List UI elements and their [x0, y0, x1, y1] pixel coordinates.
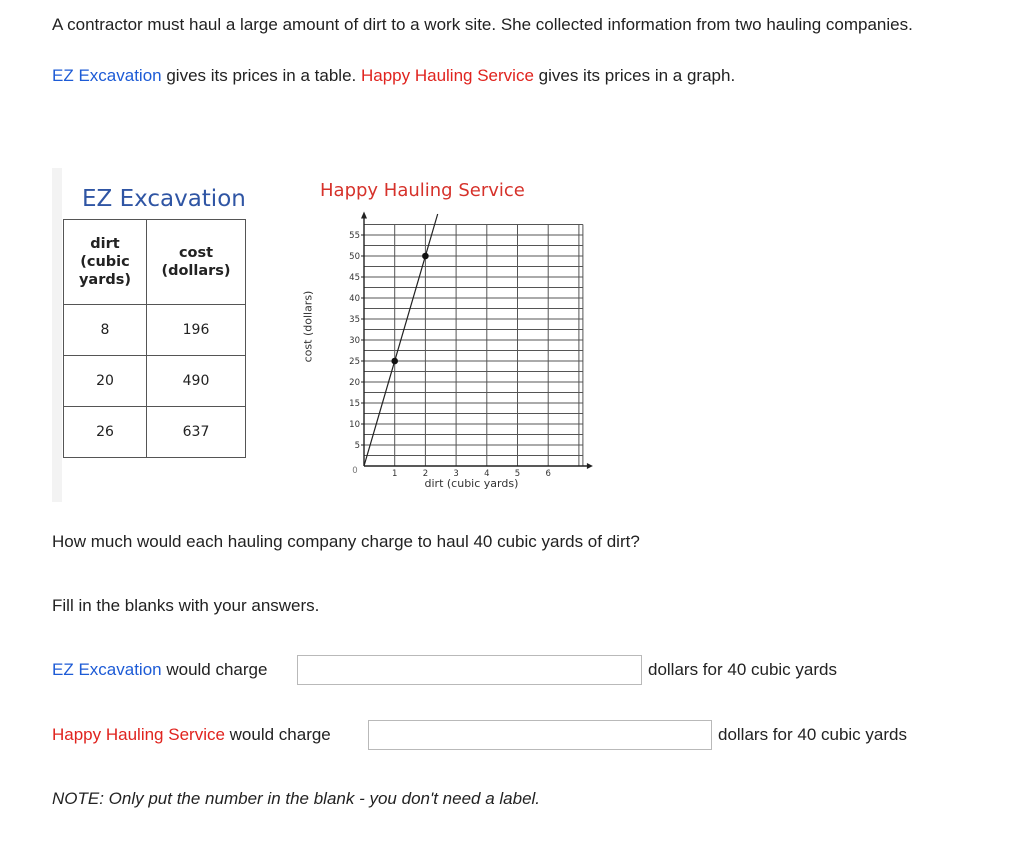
pricing-figure	[52, 168, 551, 502]
chart-y-axis-label: cost (dollars)	[301, 290, 315, 363]
table-cell-dirt: 20	[64, 356, 147, 407]
x-axis-arrow	[587, 463, 593, 469]
question-text: How much would each hauling company charge to haul 40 cubic yards of dirt?	[52, 532, 640, 551]
ez-table-title: EZ Excavation	[82, 186, 246, 212]
table-cell-dirt: 26	[64, 407, 147, 458]
header-cost	[147, 220, 246, 305]
answer-1-prompt	[52, 659, 267, 681]
y-tick-label: 25	[349, 357, 360, 367]
answer-2-company: Happy Hauling Service	[52, 725, 225, 744]
table-row	[64, 356, 246, 407]
y-tick-label: 15	[349, 399, 360, 409]
happy-hauling-answer-input[interactable]	[368, 720, 712, 750]
y-tick-label: 30	[349, 336, 360, 346]
answer-2-mid: would charge	[224, 725, 331, 744]
x-tick-label: 1	[391, 469, 398, 479]
header-dirt	[64, 220, 147, 305]
y-tick-label: 5	[354, 441, 360, 451]
origin-label: 0	[352, 466, 358, 476]
y-axis-arrow	[361, 212, 367, 219]
table-header-row	[64, 220, 246, 305]
y-tick-label: 10	[349, 420, 360, 430]
x-axis-label: dirt (cubic yards)	[424, 477, 519, 490]
y-tick-label: 20	[349, 378, 360, 388]
header-dirt-line-2: (cubic	[80, 254, 130, 270]
happy-hauling-name: Happy Hauling Service	[360, 66, 534, 85]
figure-panel-edge	[52, 168, 62, 502]
answer-2-prompt	[52, 724, 331, 746]
table-cell-cost: 637	[147, 407, 246, 458]
ez-price-table	[63, 219, 246, 458]
ez-excavation-answer-input[interactable]	[297, 655, 642, 685]
table-row	[64, 305, 246, 356]
y-tick-label: 40	[349, 294, 360, 304]
table-row	[64, 407, 246, 458]
table-cell-dirt: 8	[64, 305, 147, 356]
intro-line-2-text-b: gives its prices in a graph.	[533, 66, 736, 85]
data-point	[422, 253, 429, 260]
instruction-text: Fill in the blanks with your answers.	[52, 596, 320, 615]
x-tick-label: 4	[484, 469, 490, 479]
header-dirt-line-1: dirt	[90, 236, 120, 252]
x-tick-label: 3	[453, 469, 459, 479]
header-cost-line-2: (dollars)	[161, 263, 231, 279]
happy-hauling-graph	[280, 204, 551, 494]
answer-2-suffix: dollars for 40 cubic yards	[718, 725, 907, 744]
x-tick-label: 2	[422, 469, 429, 479]
answer-1-mid: would charge	[161, 660, 268, 679]
note-text: NOTE: Only put the number in the blank - you don't need a label.	[52, 789, 541, 808]
y-tick-label: 45	[349, 273, 360, 283]
x-tick-label: 6	[545, 469, 551, 479]
y-tick-label: 50	[349, 252, 360, 262]
answer-1-company: EZ Excavation	[52, 660, 162, 679]
intro-line-2	[52, 65, 735, 87]
table-cell-cost: 196	[147, 305, 246, 356]
chart-title: Happy Hauling Service	[320, 180, 525, 201]
ez-excavation-name: EZ Excavation	[52, 66, 162, 85]
intro-line-1: A contractor must haul a large amount of dirt to a work site. She collected information from two hauling companies.	[52, 15, 913, 34]
header-cost-line-1: cost	[178, 245, 214, 261]
intro-line-2-text-a: gives its prices in a table.	[161, 66, 361, 85]
header-dirt-line-3: yards)	[78, 272, 132, 288]
y-tick-label: 35	[349, 315, 360, 325]
data-point	[391, 358, 398, 365]
y-tick-label: 55	[349, 231, 360, 241]
table-cell-cost: 490	[147, 356, 246, 407]
answer-1-suffix: dollars for 40 cubic yards	[648, 660, 837, 679]
x-tick-label: 5	[514, 469, 521, 479]
